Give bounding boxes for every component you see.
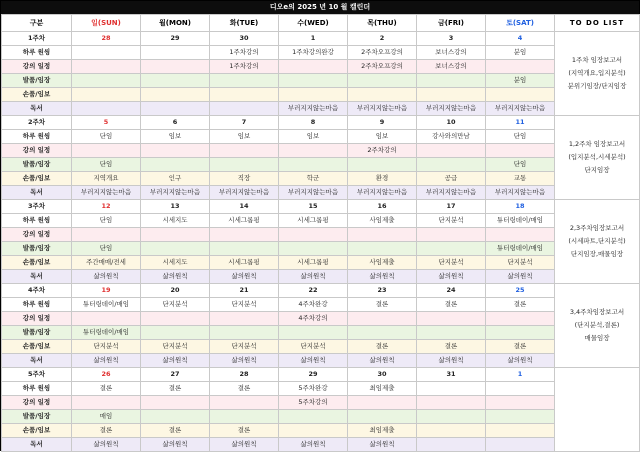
schedule-row (2, 354, 640, 368)
date-wed[interactable]: 15 (279, 200, 348, 214)
schedule-cell[interactable] (72, 88, 141, 102)
schedule-cell[interactable]: 단지분석 (279, 340, 348, 354)
schedule-row (2, 102, 640, 116)
date-wed[interactable]: 29 (279, 368, 348, 382)
schedule-cell[interactable]: 부러지지않는마음 (210, 186, 279, 200)
schedule-cell[interactable]: 삶의원칙 (141, 438, 210, 452)
schedule-row (2, 74, 640, 88)
row-label: 하루 원씽 (2, 214, 72, 228)
schedule-cell[interactable]: 분임 (486, 74, 555, 88)
schedule-cell[interactable]: 부러지지않는마음 (72, 186, 141, 200)
schedule-cell[interactable] (210, 144, 279, 158)
schedule-row (2, 312, 640, 326)
date-tue[interactable]: 7 (210, 116, 279, 130)
schedule-cell[interactable]: 단지분석 (210, 298, 279, 312)
schedule-cell[interactable] (486, 410, 555, 424)
schedule-cell[interactable]: 최임제출 (348, 382, 417, 396)
schedule-cell[interactable]: 결론 (141, 424, 210, 438)
schedule-cell[interactable] (141, 60, 210, 74)
schedule-cell[interactable] (141, 396, 210, 410)
date-sat[interactable]: 4 (486, 32, 555, 46)
schedule-cell[interactable]: 삶의원칙 (141, 270, 210, 284)
row-label: 독서 (2, 102, 72, 116)
schedule-cell[interactable]: 결론 (417, 298, 486, 312)
schedule-cell[interactable]: 부러지지않는마음 (279, 102, 348, 116)
schedule-cell[interactable]: 매임 (72, 410, 141, 424)
date-fri[interactable]: 10 (417, 116, 486, 130)
schedule-cell[interactable]: 결론 (210, 382, 279, 396)
schedule-row (2, 144, 640, 158)
schedule-row (2, 158, 640, 172)
schedule-cell[interactable]: 강사와의만남 (417, 130, 486, 144)
row-label: 하루 원씽 (2, 298, 72, 312)
schedule-cell[interactable]: 삶의원칙 (486, 354, 555, 368)
schedule-cell[interactable]: 부러지지않는마음 (486, 102, 555, 116)
schedule-cell[interactable] (210, 396, 279, 410)
todo-list-cell[interactable] (555, 368, 640, 452)
schedule-cell[interactable] (141, 88, 210, 102)
schedule-row (2, 396, 640, 410)
schedule-cell[interactable] (210, 326, 279, 340)
schedule-cell[interactable] (486, 312, 555, 326)
schedule-cell[interactable]: 2주차오프강의 (348, 60, 417, 74)
date-sun[interactable]: 19 (72, 284, 141, 298)
date-fri[interactable]: 31 (417, 368, 486, 382)
date-sun[interactable]: 26 (72, 368, 141, 382)
header-day-mon: 월(MON) (141, 15, 210, 32)
schedule-cell[interactable]: 단임 (72, 242, 141, 256)
schedule-cell[interactable] (72, 46, 141, 60)
schedule-row (2, 270, 640, 284)
schedule-cell[interactable]: 단지분석 (72, 340, 141, 354)
schedule-cell[interactable] (141, 326, 210, 340)
schedule-cell[interactable] (279, 228, 348, 242)
schedule-cell[interactable]: 시세지도 (141, 256, 210, 270)
schedule-row (2, 242, 640, 256)
schedule-cell[interactable]: 공급 (417, 172, 486, 186)
schedule-cell[interactable]: 최임제출 (348, 424, 417, 438)
date-fri[interactable]: 17 (417, 200, 486, 214)
row-label: 손품/임보 (2, 340, 72, 354)
schedule-row (2, 214, 640, 228)
schedule-cell[interactable]: 지역개요 (72, 172, 141, 186)
schedule-cell[interactable]: 2주차강의 (348, 144, 417, 158)
schedule-cell[interactable] (486, 228, 555, 242)
schedule-cell[interactable] (72, 144, 141, 158)
schedule-cell[interactable] (417, 144, 486, 158)
schedule-cell[interactable] (486, 424, 555, 438)
schedule-row (2, 298, 640, 312)
header-todo: TO DO LIST (555, 15, 640, 32)
schedule-cell[interactable]: 결론 (210, 424, 279, 438)
schedule-cell[interactable] (417, 228, 486, 242)
date-tue[interactable]: 28 (210, 368, 279, 382)
week-header-row (2, 200, 640, 214)
schedule-cell[interactable]: 단지분석 (417, 256, 486, 270)
schedule-cell[interactable] (72, 228, 141, 242)
schedule-cell[interactable] (417, 88, 486, 102)
schedule-cell[interactable]: 사임제출 (348, 214, 417, 228)
header-day-tue: 화(TUE) (210, 15, 279, 32)
schedule-cell[interactable] (417, 382, 486, 396)
schedule-cell[interactable]: 부러지지않는마음 (279, 186, 348, 200)
schedule-cell[interactable]: 삶의원칙 (348, 354, 417, 368)
schedule-cell[interactable] (348, 74, 417, 88)
schedule-cell[interactable]: 임보 (141, 130, 210, 144)
header-row (2, 15, 640, 32)
schedule-cell[interactable] (210, 228, 279, 242)
schedule-cell[interactable] (72, 60, 141, 74)
schedule-cell[interactable] (348, 312, 417, 326)
schedule-cell[interactable]: 튜터링데이/매임 (72, 326, 141, 340)
todo-list-cell[interactable] (555, 32, 640, 116)
schedule-cell[interactable] (279, 410, 348, 424)
schedule-row (2, 382, 640, 396)
schedule-row (2, 410, 640, 424)
schedule-cell[interactable]: 결론 (486, 340, 555, 354)
row-label: 강의 일정 (2, 396, 72, 410)
schedule-cell[interactable]: 삶의원칙 (279, 270, 348, 284)
todo-line: 매물임장 (584, 334, 610, 342)
calendar-title: 디오e의 2025 년 10 월 캘린더 (1, 1, 639, 14)
schedule-cell[interactable] (210, 312, 279, 326)
todo-line: (입지분석,시세분석) (568, 153, 626, 161)
schedule-cell[interactable] (348, 88, 417, 102)
schedule-cell[interactable] (417, 158, 486, 172)
schedule-cell[interactable]: 교통 (486, 172, 555, 186)
todo-line: 1,2주차 임장보고서 (568, 140, 626, 148)
header-day-fri: 금(FRI) (417, 15, 486, 32)
schedule-cell[interactable] (417, 424, 486, 438)
schedule-cell[interactable]: 삶의원칙 (72, 438, 141, 452)
schedule-cell[interactable]: 삶의원칙 (72, 270, 141, 284)
schedule-cell[interactable]: 부러지지않는마음 (417, 186, 486, 200)
schedule-cell[interactable]: 4주차완강 (279, 298, 348, 312)
schedule-cell[interactable]: 보너스강의 (417, 46, 486, 60)
schedule-cell[interactable]: 단임 (72, 130, 141, 144)
todo-line: 3,4주차임장보고서 (569, 308, 625, 316)
schedule-cell[interactable]: 주간매매/전세 (72, 256, 141, 270)
schedule-cell[interactable]: 분임 (486, 46, 555, 60)
header-day-sat: 토(SAT) (486, 15, 555, 32)
row-label: 손품/임보 (2, 172, 72, 186)
todo-list-cell[interactable] (555, 116, 640, 200)
schedule-cell[interactable]: 사임제출 (348, 256, 417, 270)
schedule-cell[interactable]: 임보 (279, 130, 348, 144)
schedule-cell[interactable]: 인구 (141, 172, 210, 186)
row-label: 독서 (2, 354, 72, 368)
date-mon[interactable]: 29 (141, 32, 210, 46)
schedule-row (2, 438, 640, 452)
schedule-cell[interactable] (486, 382, 555, 396)
schedule-cell[interactable] (141, 144, 210, 158)
schedule-cell[interactable]: 삶의원칙 (210, 438, 279, 452)
schedule-cell[interactable]: 결론 (348, 298, 417, 312)
schedule-cell[interactable] (141, 312, 210, 326)
schedule-cell[interactable] (210, 74, 279, 88)
schedule-cell[interactable]: 4주차강의 (279, 312, 348, 326)
row-label: 발품/임장 (2, 158, 72, 172)
row-label: 발품/임장 (2, 74, 72, 88)
row-label: 강의 일정 (2, 228, 72, 242)
schedule-cell[interactable]: 삶의원칙 (348, 438, 417, 452)
schedule-row (2, 46, 640, 60)
schedule-row (2, 326, 640, 340)
schedule-cell[interactable] (72, 102, 141, 116)
schedule-cell[interactable]: 결론 (72, 382, 141, 396)
week-label: 4주차 (2, 284, 72, 298)
row-label: 손품/임보 (2, 88, 72, 102)
todo-line: 단지임장 (584, 166, 610, 174)
schedule-row (2, 256, 640, 270)
schedule-cell[interactable] (417, 312, 486, 326)
schedule-cell[interactable]: 튜터링데이/매임 (486, 242, 555, 256)
schedule-cell[interactable] (141, 74, 210, 88)
schedule-cell[interactable]: 부러지지않는마음 (141, 186, 210, 200)
schedule-cell[interactable]: 삶의원칙 (486, 270, 555, 284)
schedule-cell[interactable] (348, 326, 417, 340)
schedule-cell[interactable] (141, 46, 210, 60)
date-sat[interactable]: 11 (486, 116, 555, 130)
date-sat[interactable]: 18 (486, 200, 555, 214)
schedule-cell[interactable] (141, 102, 210, 116)
schedule-cell[interactable] (72, 312, 141, 326)
date-tue[interactable]: 30 (210, 32, 279, 46)
date-tue[interactable]: 14 (210, 200, 279, 214)
schedule-cell[interactable] (417, 242, 486, 256)
schedule-cell[interactable]: 단지분석 (141, 340, 210, 354)
schedule-cell[interactable]: 직장 (210, 172, 279, 186)
schedule-cell[interactable] (486, 438, 555, 452)
todo-line: 2,3주차임장보고서 (569, 224, 625, 232)
schedule-cell[interactable]: 시세지도 (141, 214, 210, 228)
header-day-sun: 일(SUN) (72, 15, 141, 32)
schedule-cell[interactable] (486, 60, 555, 74)
schedule-cell[interactable] (486, 88, 555, 102)
schedule-cell[interactable]: 단지분석 (486, 256, 555, 270)
schedule-cell[interactable] (210, 242, 279, 256)
schedule-cell[interactable] (279, 242, 348, 256)
schedule-cell[interactable]: 시세그롭핑 (279, 256, 348, 270)
schedule-cell[interactable]: 삶의원칙 (210, 354, 279, 368)
week-header-row (2, 368, 640, 382)
date-mon[interactable]: 13 (141, 200, 210, 214)
schedule-cell[interactable]: 삶의원칙 (279, 354, 348, 368)
todo-line: (지역개요,입지분석) (568, 69, 626, 77)
date-sun[interactable]: 12 (72, 200, 141, 214)
schedule-cell[interactable] (279, 424, 348, 438)
schedule-cell[interactable]: 삶의원칙 (417, 354, 486, 368)
schedule-cell[interactable]: 부러지지않는마음 (348, 186, 417, 200)
schedule-cell[interactable] (348, 242, 417, 256)
date-wed[interactable]: 1 (279, 32, 348, 46)
schedule-row (2, 172, 640, 186)
schedule-cell[interactable] (279, 88, 348, 102)
date-thu[interactable]: 16 (348, 200, 417, 214)
week-label: 1주차 (2, 32, 72, 46)
schedule-cell[interactable]: 임보 (210, 130, 279, 144)
header-day-wed: 수(WED) (279, 15, 348, 32)
schedule-cell[interactable]: 단지분석 (417, 214, 486, 228)
date-fri[interactable]: 3 (417, 32, 486, 46)
schedule-cell[interactable]: 임보 (348, 130, 417, 144)
schedule-cell[interactable] (486, 326, 555, 340)
schedule-cell[interactable]: 결론 (417, 340, 486, 354)
schedule-cell[interactable]: 시세그롭핑 (210, 214, 279, 228)
schedule-cell[interactable] (210, 410, 279, 424)
schedule-cell[interactable]: 시세그롭핑 (210, 256, 279, 270)
row-label: 강의 일정 (2, 144, 72, 158)
schedule-cell[interactable] (72, 74, 141, 88)
schedule-cell[interactable] (210, 158, 279, 172)
schedule-cell[interactable]: 1주차강의 (210, 46, 279, 60)
date-fri[interactable]: 24 (417, 284, 486, 298)
row-label: 강의 일정 (2, 60, 72, 74)
schedule-cell[interactable]: 1주차강의 (210, 60, 279, 74)
todo-line: 1주차 임장보고서 (571, 56, 623, 64)
week-header-row (2, 116, 640, 130)
schedule-cell[interactable]: 결론 (141, 382, 210, 396)
schedule-cell[interactable] (141, 242, 210, 256)
todo-line: (단지분석,결론) (574, 321, 620, 329)
schedule-cell[interactable]: 튜터링데이/매임 (486, 214, 555, 228)
schedule-cell[interactable]: 5주차완강 (279, 382, 348, 396)
schedule-cell[interactable]: 결론 (486, 298, 555, 312)
schedule-cell[interactable]: 환경 (348, 172, 417, 186)
header-day-thu: 목(THU) (348, 15, 417, 32)
schedule-cell[interactable]: 부러지지않는마음 (417, 102, 486, 116)
schedule-cell[interactable]: 삶의원칙 (210, 270, 279, 284)
schedule-cell[interactable]: 단임 (486, 158, 555, 172)
schedule-cell[interactable]: 시세그롭핑 (279, 214, 348, 228)
schedule-cell[interactable]: 부러지지않는마음 (348, 102, 417, 116)
schedule-cell[interactable] (417, 410, 486, 424)
schedule-row (2, 186, 640, 200)
date-mon[interactable]: 6 (141, 116, 210, 130)
schedule-cell[interactable] (279, 144, 348, 158)
schedule-cell[interactable] (417, 438, 486, 452)
row-label: 독서 (2, 438, 72, 452)
date-thu[interactable]: 2 (348, 32, 417, 46)
date-sun[interactable]: 5 (72, 116, 141, 130)
schedule-cell[interactable]: 삶의원칙 (417, 270, 486, 284)
schedule-cell[interactable] (486, 396, 555, 410)
date-thu[interactable]: 9 (348, 116, 417, 130)
schedule-cell[interactable]: 단임 (486, 130, 555, 144)
date-thu[interactable]: 30 (348, 368, 417, 382)
schedule-cell[interactable] (417, 74, 486, 88)
schedule-cell[interactable]: 튜터링데이/매임 (72, 298, 141, 312)
schedule-cell[interactable] (348, 158, 417, 172)
row-label: 하루 원씽 (2, 382, 72, 396)
date-tue[interactable]: 21 (210, 284, 279, 298)
row-label: 하루 원씽 (2, 130, 72, 144)
schedule-cell[interactable] (141, 158, 210, 172)
schedule-cell[interactable] (279, 60, 348, 74)
schedule-cell[interactable] (210, 88, 279, 102)
schedule-row (2, 228, 640, 242)
schedule-cell[interactable]: 학군 (279, 172, 348, 186)
date-thu[interactable]: 23 (348, 284, 417, 298)
row-label: 발품/임장 (2, 242, 72, 256)
schedule-row (2, 130, 640, 144)
schedule-cell[interactable]: 단임 (72, 214, 141, 228)
week-label: 5주차 (2, 368, 72, 382)
todo-line: (시세파트,단지분석) (568, 237, 626, 245)
schedule-cell[interactable] (279, 74, 348, 88)
schedule-cell[interactable] (348, 410, 417, 424)
schedule-cell[interactable]: 삶의원칙 (279, 438, 348, 452)
schedule-cell[interactable]: 삶의원칙 (141, 354, 210, 368)
row-label: 발품/임장 (2, 410, 72, 424)
row-label: 강의 일정 (2, 312, 72, 326)
row-label: 하루 원씽 (2, 46, 72, 60)
schedule-cell[interactable] (72, 396, 141, 410)
week-label: 2주차 (2, 116, 72, 130)
date-sun[interactable]: 28 (72, 32, 141, 46)
schedule-cell[interactable] (417, 396, 486, 410)
date-mon[interactable]: 20 (141, 284, 210, 298)
row-label: 독서 (2, 186, 72, 200)
date-mon[interactable]: 27 (141, 368, 210, 382)
schedule-cell[interactable] (486, 144, 555, 158)
schedule-cell[interactable]: 단임 (72, 158, 141, 172)
header-corner: 구분 (2, 15, 72, 32)
date-sat[interactable]: 25 (486, 284, 555, 298)
row-label: 발품/임장 (2, 326, 72, 340)
row-label: 독서 (2, 270, 72, 284)
schedule-cell[interactable]: 1주차강의완강 (279, 46, 348, 60)
week-label: 3주차 (2, 200, 72, 214)
schedule-cell[interactable] (279, 158, 348, 172)
schedule-cell[interactable]: 삶의원칙 (348, 270, 417, 284)
row-label: 손품/임보 (2, 424, 72, 438)
schedule-cell[interactable] (417, 326, 486, 340)
week-header-row (2, 284, 640, 298)
date-sat[interactable]: 1 (486, 368, 555, 382)
date-wed[interactable]: 22 (279, 284, 348, 298)
todo-list-cell[interactable] (555, 200, 640, 284)
date-wed[interactable]: 8 (279, 116, 348, 130)
schedule-cell[interactable] (141, 228, 210, 242)
schedule-cell[interactable] (348, 228, 417, 242)
todo-line: 단지임장,매물임장 (570, 250, 624, 258)
schedule-cell[interactable]: 보너스강의 (417, 60, 486, 74)
schedule-row (2, 88, 640, 102)
calendar-grid (1, 14, 640, 452)
schedule-cell[interactable] (279, 326, 348, 340)
schedule-cell[interactable] (210, 102, 279, 116)
schedule-cell[interactable]: 단지분석 (141, 298, 210, 312)
schedule-cell[interactable]: 2주차오프강의 (348, 46, 417, 60)
todo-list-cell[interactable] (555, 284, 640, 368)
row-label: 손품/임보 (2, 256, 72, 270)
schedule-cell[interactable]: 삶의원칙 (72, 354, 141, 368)
schedule-cell[interactable]: 결론 (72, 424, 141, 438)
schedule-cell[interactable]: 단지분석 (210, 340, 279, 354)
schedule-cell[interactable] (348, 396, 417, 410)
schedule-cell[interactable] (141, 410, 210, 424)
schedule-cell[interactable]: 결론 (348, 340, 417, 354)
schedule-cell[interactable]: 부러지지않는마음 (486, 186, 555, 200)
schedule-row (2, 340, 640, 354)
schedule-cell[interactable]: 5주차강의 (279, 396, 348, 410)
todo-line: 분위기임장/단지임장 (567, 82, 627, 90)
schedule-row (2, 424, 640, 438)
week-header-row (2, 32, 640, 46)
schedule-row (2, 60, 640, 74)
